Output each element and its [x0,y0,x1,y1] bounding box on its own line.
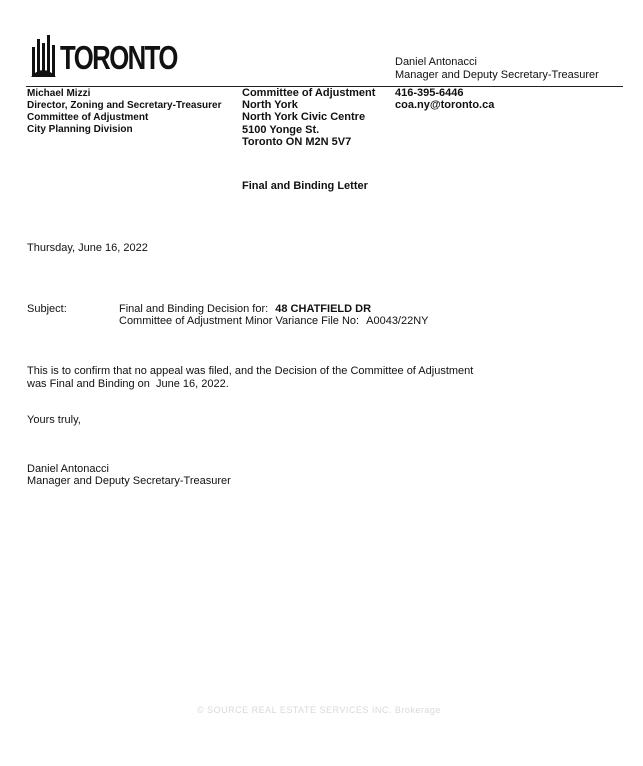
address-committee: Committee of Adjustment [242,87,376,99]
subject-file-prefix: Committee of Adjustment Minor Variance File No: [119,315,360,327]
body-final-date: June 16, 2022. [155,378,229,390]
body-line-2-prefix: was Final and Binding on [27,378,150,390]
closing: Yours truly, [27,414,81,426]
subject-file-no: A0043/22NY [366,315,429,327]
sender-name: Michael Mizzi [27,88,91,99]
letter-heading: Final and Binding Letter [242,180,368,192]
subject-label: Subject: [27,303,67,315]
address-street: 5100 Yonge St. [242,124,320,136]
signature-name: Daniel Antonacci [27,463,109,475]
header-contact-name: Daniel Antonacci [395,56,477,68]
watermark: © SOURCE REAL ESTATE SERVICES INC. Brokerage [197,705,441,715]
subject-decision-prefix: Final and Binding Decision for: [119,303,269,315]
signature-title: Manager and Deputy Secretary-Treasurer [27,475,231,487]
logo-wordmark: TORONTO [60,39,177,76]
sender-division: City Planning Division [27,124,133,135]
header-contact-title: Manager and Deputy Secretary-Treasurer [395,69,599,81]
address-city: Toronto ON M2N 5V7 [242,136,352,148]
subject-address: 48 CHATFIELD DR [275,303,372,315]
address-building: North York Civic Centre [242,111,366,123]
sender-title: Director, Zoning and Secretary-Treasurer [27,100,222,111]
body-line-2 [27,378,229,391]
contact-email: coa.ny@toronto.ca [395,99,495,111]
sender-committee: Committee of Adjustment [27,112,149,123]
body-line-1: This is to confirm that no appeal was filed, and the Decision of the Committee of Adjustment [27,365,474,377]
contact-phone: 416-395-6446 [395,87,464,99]
subject-line-2 [119,315,429,328]
letter-date: Thursday, June 16, 2022 [27,242,148,254]
address-district: North York [242,99,298,111]
